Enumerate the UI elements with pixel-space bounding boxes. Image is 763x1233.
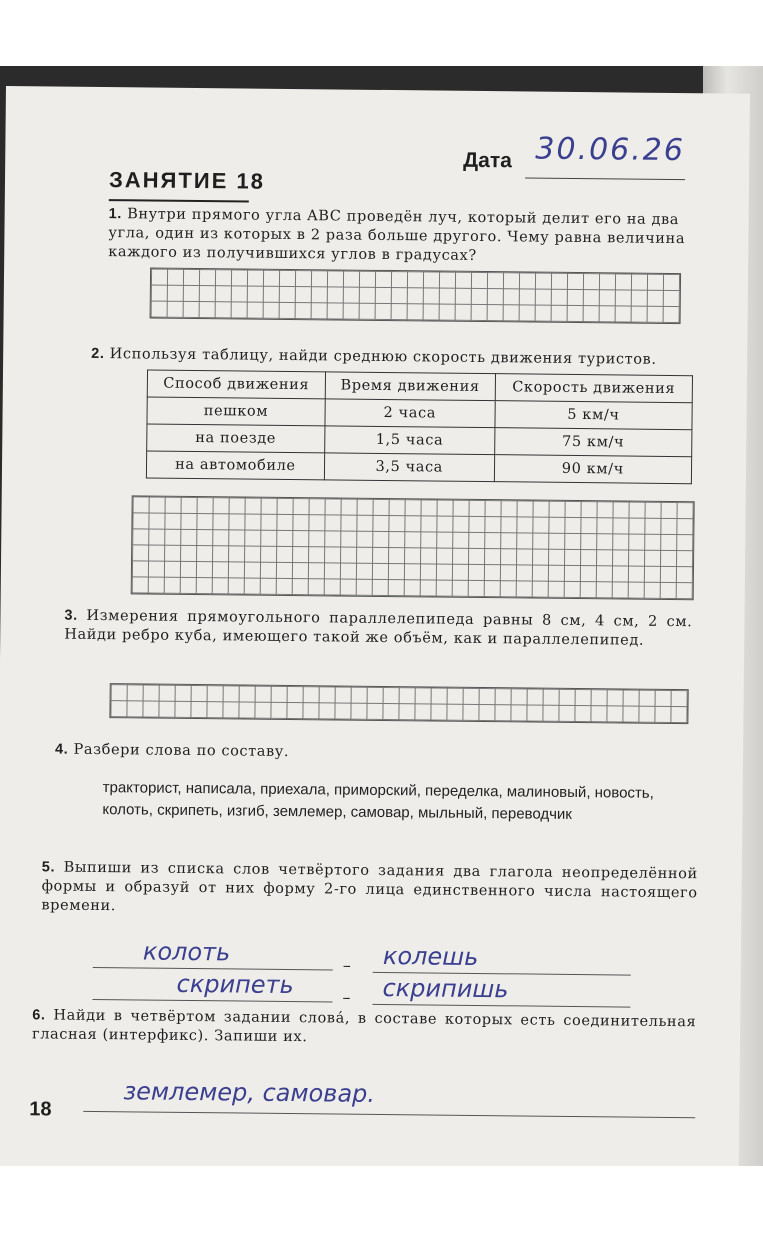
exercise-3 <box>64 607 692 652</box>
table-header: Способ движения <box>147 370 325 399</box>
exercise-1 <box>108 205 693 268</box>
date-line <box>525 177 685 180</box>
answer-5-form-2: скрипишь <box>382 973 509 1004</box>
table-cell: 3,5 часа <box>324 453 494 482</box>
table-header: Скорость движения <box>495 374 693 403</box>
exercise-3-grid <box>109 683 688 724</box>
exercise-1-grid <box>150 268 682 325</box>
answer-5-dash-1: – <box>342 955 352 975</box>
lesson-title: ЗАНЯТИЕ 18 <box>108 167 266 194</box>
exercise-4 <box>55 741 289 762</box>
workbook-page <box>0 86 750 1166</box>
title-underline <box>109 199 249 202</box>
answer-5-verb-2: скрипеть <box>176 969 294 1000</box>
exercise-3-number: 3. <box>64 607 78 624</box>
exercise-5 <box>41 858 698 922</box>
table-cell: 90 км/ч <box>494 455 692 484</box>
exercise-6-number: 6. <box>32 1007 46 1024</box>
answer-line <box>83 1111 695 1118</box>
exercise-6-text: Найди в четвёртом задании слова́, в составе которых есть соединительная гласная (интерфикс). Запиши их. <box>31 1007 697 1046</box>
exercise-4-text: Разбери слова по составу. <box>73 741 290 761</box>
exercise-6 <box>32 1006 696 1051</box>
table-cell: 5 км/ч <box>495 401 693 430</box>
exercise-2-grid <box>131 495 695 600</box>
photo-frame <box>0 66 763 1166</box>
answer-line <box>372 1004 630 1008</box>
exercise-4-number: 4. <box>54 741 69 758</box>
exercise-3-text: Измерения прямоугольного параллелепипеда равны 8 см, 4 см, 2 см. Найди ребро куба, имеющего такой же объём, как и параллелепипед. <box>64 607 693 649</box>
table-cell: 75 км/ч <box>494 428 692 457</box>
table-row <box>146 451 691 484</box>
page-number: 18 <box>29 1098 52 1121</box>
date-label: Дата <box>463 148 512 173</box>
table-cell: 2 часа <box>325 399 495 428</box>
exercise-2-text: Используя таблицу, найди среднюю скорость движения туристов. <box>109 346 657 368</box>
exercise-5-number: 5. <box>41 859 56 876</box>
exercise-4-words: тракторист, написала, приехала, приморский, переделка, малиновый, новость, колоть, скрипеть, изгиб, землемер, самовар, мыльный, переводчик <box>102 779 654 823</box>
table-header: Время движения <box>325 372 495 401</box>
exercise-1-number: 1. <box>108 206 123 223</box>
exercise-2-number: 2. <box>91 345 105 363</box>
exercise-2 <box>91 345 657 370</box>
answer-5-form-1: колешь <box>382 941 479 971</box>
speed-table <box>146 369 693 484</box>
table-cell: пешком <box>147 397 325 426</box>
answer-5-dash-2: – <box>342 987 352 1007</box>
answer-6: землемер, самовар. <box>123 1077 376 1108</box>
table-cell: на автомобиле <box>146 451 324 480</box>
answer-5-verb-1: колоть <box>142 937 231 967</box>
table-cell: 1,5 часа <box>324 426 494 455</box>
table-cell: на поезде <box>147 424 325 453</box>
answer-line <box>92 999 332 1003</box>
exercise-1-text: Внутри прямого угла ABC проведён луч, который делит его на два угла, один из которых в 2 раза больше другого. Чему равна величина каждого из получившихся углов в градусах? <box>108 206 686 264</box>
exercise-5-text: Выпиши из списка слов четвёртого задания два глагола неопределённой формы и образуй от них форму 2-го лица единственного числа настоящего времени. <box>41 859 698 915</box>
date-handwritten: 30.06.26 <box>535 131 686 169</box>
